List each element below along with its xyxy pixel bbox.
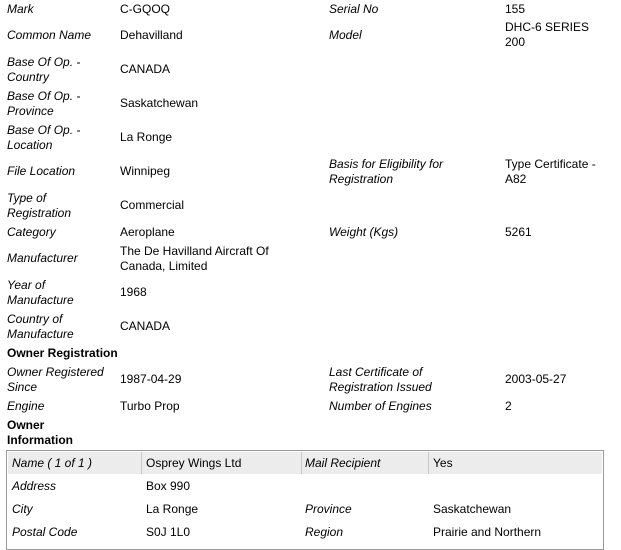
last-cert-value: 2003-05-27 xyxy=(505,372,567,386)
owner-information-heading-2: Information xyxy=(7,433,73,447)
weight-value: 5261 xyxy=(505,225,532,239)
category-value: Aeroplane xyxy=(120,225,175,239)
engine-value: Turbo Prop xyxy=(120,399,180,413)
since-value: 1987-04-29 xyxy=(120,372,182,386)
base-province-label-2: Province xyxy=(7,104,54,118)
since-label-1: Owner Registered xyxy=(7,365,104,379)
mail-recipient-value: Yes xyxy=(433,456,453,470)
postal-code-label: Postal Code xyxy=(12,525,78,539)
year-label-1: Year of xyxy=(7,278,46,292)
basis-label-1: Basis for Eligibility for xyxy=(329,157,444,171)
base-location-value: La Ronge xyxy=(120,130,173,144)
owner-registration-heading: Owner Registration xyxy=(7,346,118,360)
common-name-value: Dehavilland xyxy=(120,28,183,42)
base-country-value: CANADA xyxy=(120,62,171,76)
owner-name-label: Name ( 1 of 1 ) xyxy=(12,456,93,470)
file-location-label: File Location xyxy=(7,164,76,178)
num-engines-value: 2 xyxy=(505,399,512,413)
last-cert-label-1: Last Certificate of xyxy=(329,365,423,379)
postal-code-value: S0J 1L0 xyxy=(146,525,191,539)
mark-label: Mark xyxy=(7,2,34,16)
manufacturer-value-1: The De Havilland Aircraft Of xyxy=(120,244,269,258)
base-location-label-2: Location xyxy=(7,138,53,152)
city-value: La Ronge xyxy=(146,502,199,516)
base-country-label-1: Base Of Op. - xyxy=(7,55,81,69)
basis-value-1: Type Certificate - xyxy=(505,157,596,171)
province-label: Province xyxy=(305,502,352,516)
model-value-line-2: 200 xyxy=(505,35,526,49)
address-label: Address xyxy=(12,479,57,493)
type-label-2: Registration xyxy=(7,206,72,220)
type-value: Commercial xyxy=(120,198,185,212)
owner-name-value: Osprey Wings Ltd xyxy=(146,456,242,470)
since-label-2: Since xyxy=(7,380,38,394)
base-province-value: Saskatchewan xyxy=(120,96,199,110)
city-label: City xyxy=(12,502,33,516)
country-label-1: Country of xyxy=(7,312,63,326)
base-country-label-2: Country xyxy=(7,70,50,84)
address-value: Box 990 xyxy=(146,479,191,493)
manufacturer-label: Manufacturer xyxy=(7,251,78,265)
mark-value: C-GQOQ xyxy=(120,2,170,16)
region-label: Region xyxy=(305,525,344,539)
last-cert-label-2: Registration Issued xyxy=(329,380,432,394)
province-value: Saskatchewan xyxy=(433,502,512,516)
base-province-label-1: Base Of Op. - xyxy=(7,89,81,103)
manufacturer-value-2: Canada, Limited xyxy=(120,259,208,273)
engine-label: Engine xyxy=(7,399,45,413)
common-name-label: Common Name xyxy=(7,28,92,42)
serial-value: 155 xyxy=(505,2,526,16)
base-location-label-1: Base Of Op. - xyxy=(7,123,81,137)
owner-information-heading-1: Owner xyxy=(7,418,45,432)
model-value-line-1: DHC-6 SERIES xyxy=(505,20,590,34)
mail-recipient-label: Mail Recipient xyxy=(305,456,381,470)
basis-label-2: Registration xyxy=(329,172,394,186)
year-label-2: Manufacture xyxy=(7,293,74,307)
serial-label: Serial No xyxy=(329,2,379,16)
num-engines-label: Number of Engines xyxy=(329,399,432,413)
country-value: CANADA xyxy=(120,319,171,333)
region-value: Prairie and Northern xyxy=(433,525,542,539)
weight-label: Weight (Kgs) xyxy=(329,225,399,239)
basis-value-2: A82 xyxy=(505,172,527,186)
year-value: 1968 xyxy=(120,285,147,299)
category-label: Category xyxy=(7,225,56,239)
model-label: Model xyxy=(329,28,362,42)
type-label-1: Type of xyxy=(7,191,47,205)
country-label-2: Manufacture xyxy=(7,327,74,341)
file-location-value: Winnipeg xyxy=(120,164,171,178)
